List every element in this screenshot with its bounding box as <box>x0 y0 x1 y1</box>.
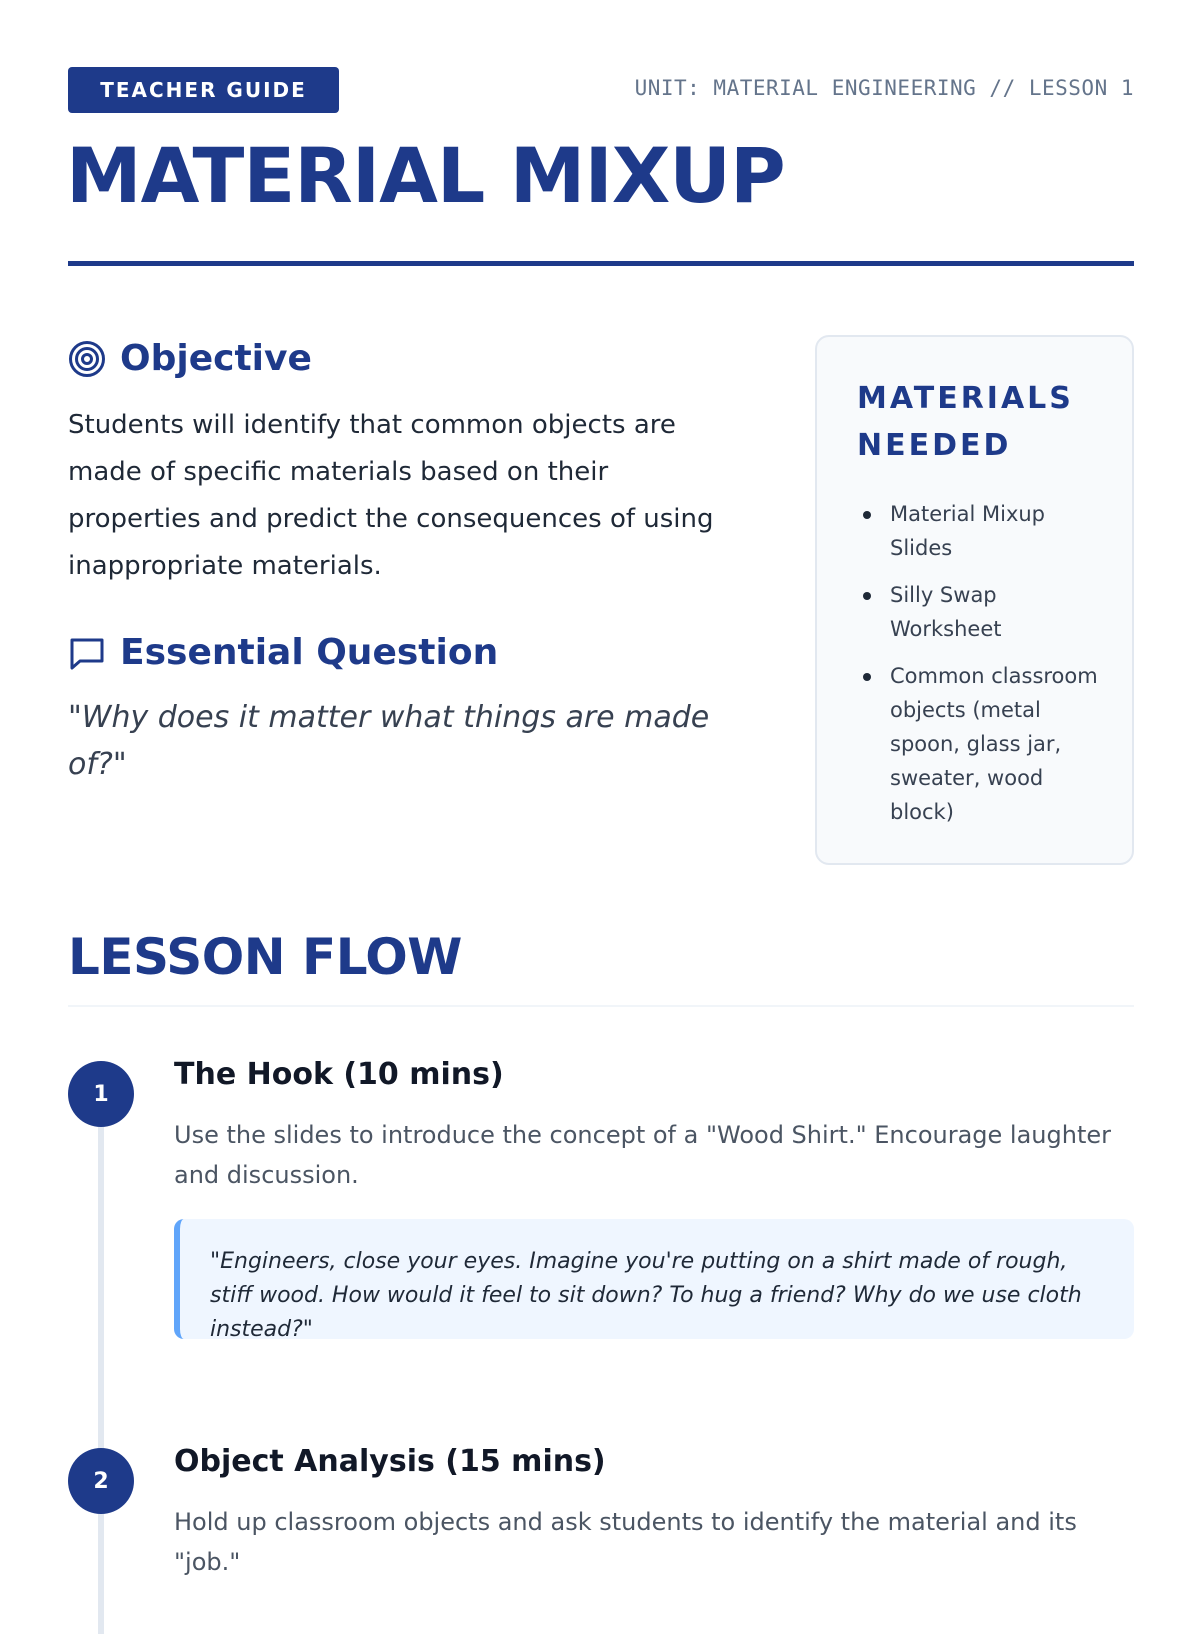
step-timeline-line <box>98 1127 104 1455</box>
speech-bubble-icon <box>68 634 106 672</box>
objective-heading-label: Objective <box>120 338 312 379</box>
page-title: MATERIAL MIXUP <box>66 131 785 220</box>
step-quote: "Engineers, close your eyes. Imagine you're putting on a shirt made of rough, stiff wood. How would it feel to sit down? To hug a friend? Why do we use cloth instead?" <box>174 1219 1134 1339</box>
teacher-guide-badge: TEACHER GUIDE <box>68 67 339 113</box>
lesson-flow-heading: LESSON FLOW <box>68 928 462 986</box>
step-title: The Hook (10 mins) <box>174 1057 504 1092</box>
step-number-badge: 2 <box>68 1448 134 1514</box>
lesson-flow-divider <box>68 1005 1134 1007</box>
materials-item: Silly Swap Worksheet <box>857 578 1102 646</box>
essential-question-heading <box>68 632 498 673</box>
step-number-badge: 1 <box>68 1061 134 1127</box>
materials-card <box>815 335 1134 865</box>
materials-item: Common classroom objects (metal spoon, glass jar, sweater, wood block) <box>857 659 1102 829</box>
step-description: Hold up classroom objects and ask students to identify the material and its "job." <box>174 1508 1077 1576</box>
materials-list <box>857 497 1102 829</box>
step-timeline-line <box>98 1514 104 1634</box>
objective-heading <box>68 338 312 379</box>
title-divider <box>68 261 1134 266</box>
teacher-guide-page <box>68 0 1134 1600</box>
step-description: Use the slides to introduce the concept of a "Wood Shirt." Encourage laughter and discussion. <box>174 1121 1111 1189</box>
step-title: Object Analysis (15 mins) <box>174 1444 606 1479</box>
essential-question-heading-label: Essential Question <box>120 632 499 673</box>
unit-lesson-label: UNIT: MATERIAL ENGINEERING // LESSON 1 <box>634 76 1134 100</box>
objective-text: Students will identify that common objects are made of specific materials based on their properties and predict the consequences of using inappropriate materials. <box>68 410 714 581</box>
target-icon <box>68 340 106 378</box>
essential-question-text: "Why does it matter what things are made of?" <box>68 700 710 782</box>
materials-item: Material Mixup Slides <box>857 497 1102 565</box>
materials-title: MATERIALS NEEDED <box>857 381 1074 463</box>
